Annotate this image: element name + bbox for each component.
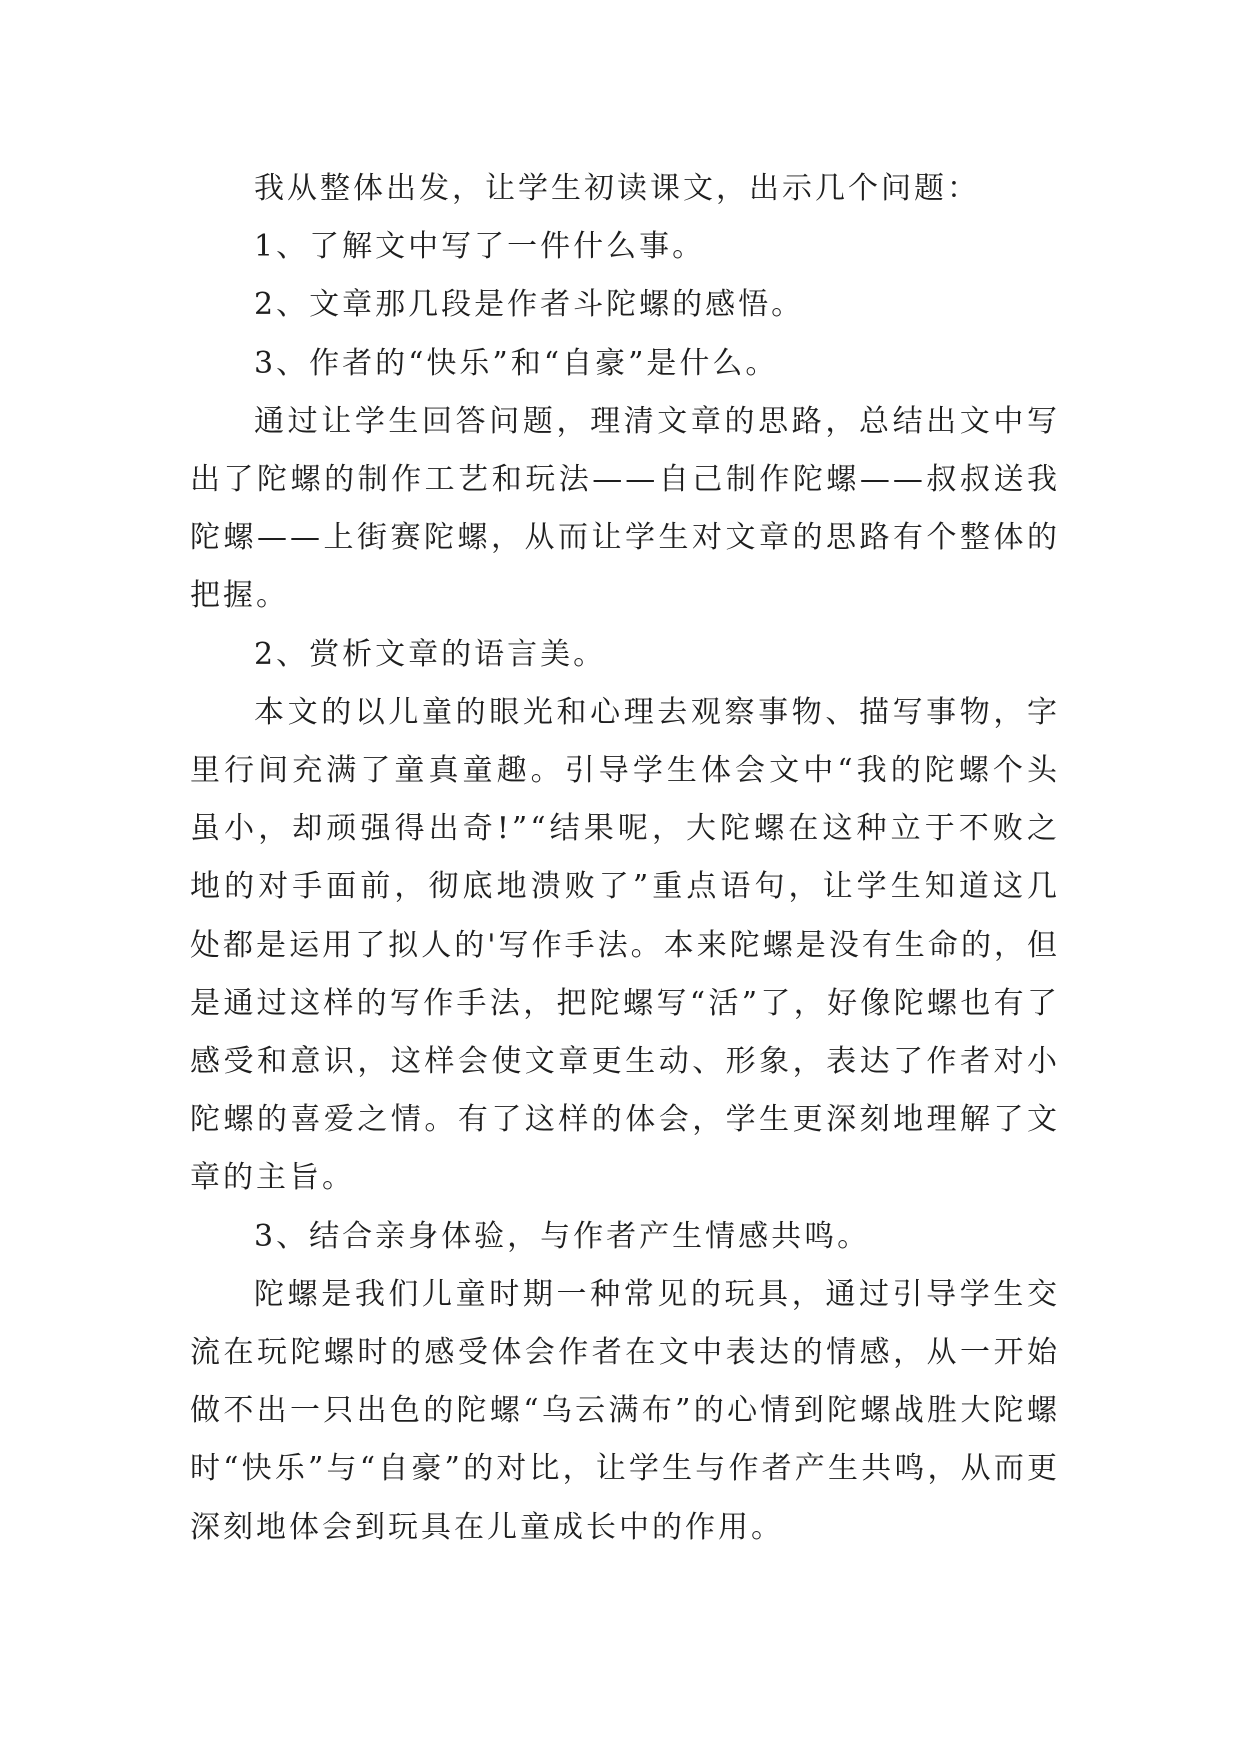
paragraph-question-3: 3、作者的“快乐”和“自豪”是什么。: [254, 345, 779, 381]
paragraph-resonance: 陀螺是我们儿童时期一种常见的玩具，通过引导学生交流在玩陀螺时的感受体会作者在文中表达的情感，从一开始做不出一只出色的陀螺“乌云满布”的心情到陀螺战胜大陀螺时“快乐”与“自豪”的对比，让学生与作者产生共鸣，从而更深刻地体会到玩具在儿童成长中的作用。: [190, 1276, 1060, 1545]
paragraph-summary: 通过让学生回答问题，理清文章的思路，总结出文中写出了陀螺的制作工艺和玩法——自己制作陀螺——叔叔送我陀螺——上街赛陀螺，从而让学生对文章的思路有个整体的把握。: [190, 403, 1060, 614]
paragraph-question-1: 1、了解文中写了一件什么事。: [254, 229, 706, 265]
paragraph-language-analysis: 本文的以儿童的眼光和心理去观察事物、描写事物，字里行间充满了童真童趣。引导学生体会文中“我的陀螺个头虽小，却顽强得出奇!”“结果呢，大陀螺在这种立于不败之地的对手面前，彻底地溃败了”重点语句，让学生知道这几处都是运用了拟人的'写作手法。本来陀螺是没有生命的，但是通过这样的写作手法，把陀螺写“活”了，好像陀螺也有了感受和意识，这样会使文章更生动、形象，表达了作者对小陀螺的喜爱之情。有了这样的体会，学生更深刻地理解了文章的主旨。: [190, 694, 1060, 1196]
paragraph-heading-2: 2、赏析文章的语言美。: [254, 636, 607, 672]
paragraph-intro: 我从整体出发，让学生初读课文，出示几个问题：: [254, 171, 980, 206]
paragraph-question-2: 2、文章那几段是作者斗陀螺的感悟。: [254, 287, 805, 323]
paragraph-heading-3: 3、结合亲身体验，与作者产生情感共鸣。: [254, 1218, 871, 1254]
document-body: [190, 160, 1060, 1557]
